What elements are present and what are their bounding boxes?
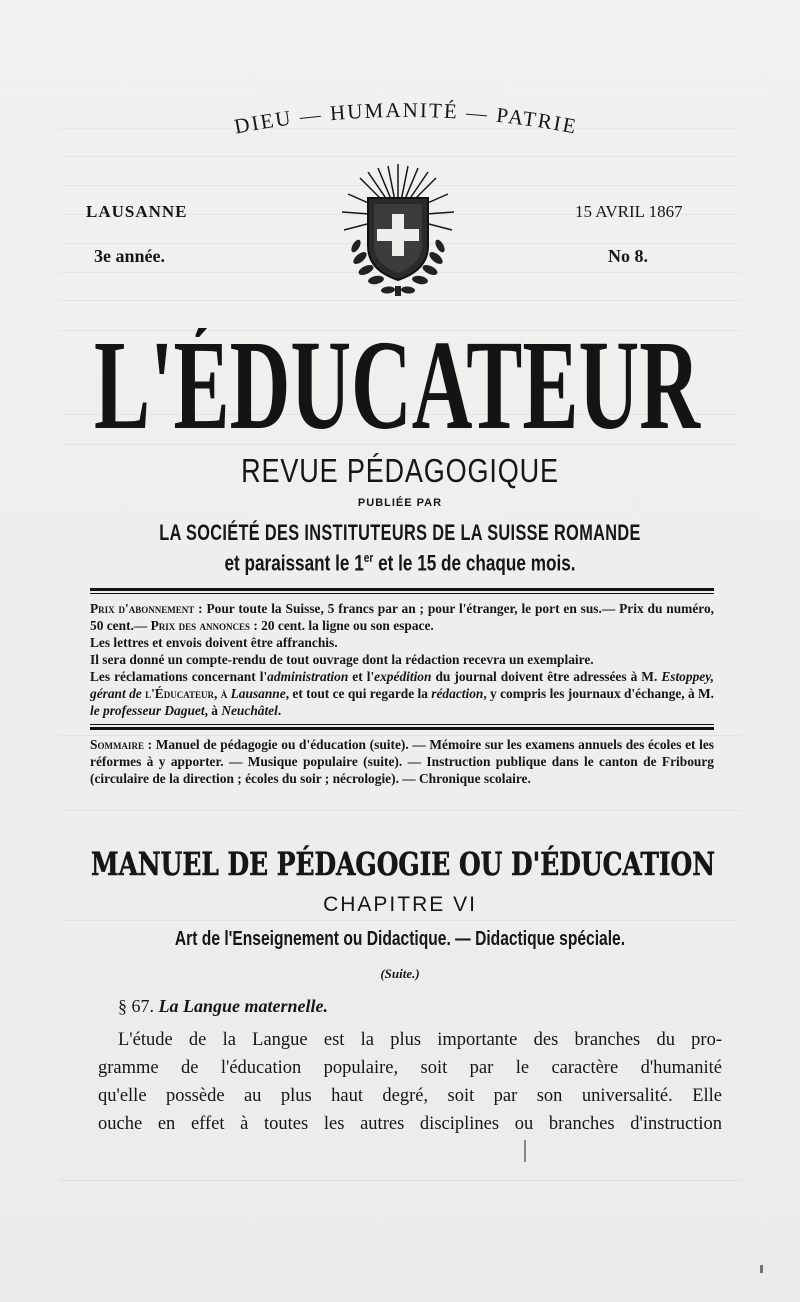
claims-text-k: , y compris les journaux d'échange, à M. bbox=[483, 686, 715, 701]
ads-price-text: 20 cent. la ligne ou son espace. bbox=[257, 618, 434, 633]
claims-text-j: rédaction bbox=[431, 686, 484, 701]
claims-text-l: le professeur Daguet bbox=[90, 703, 205, 718]
publication-location: LAUSANNE bbox=[86, 202, 188, 221]
subscription-price-text: Pour toute la Suisse, 5 francs par an ; pour l'étranger, le port en sus.— Prix du numéro, 50 cent.— bbox=[90, 601, 715, 633]
claims-text-g: l'Éducateur, à bbox=[141, 686, 231, 701]
swiss-cross-emblem bbox=[338, 158, 458, 308]
claims-text-o: . bbox=[277, 703, 282, 718]
publication-frequency bbox=[88, 550, 712, 576]
frequency-sup: er bbox=[363, 550, 374, 565]
claims-text-f: Estoppey, gérant de bbox=[90, 669, 714, 701]
claims-text-d: expédition bbox=[374, 669, 432, 684]
subscription-label: Prix d'abonnement : bbox=[90, 601, 203, 616]
body-line: L'étude de la Langue est la plus importante des branches du pro- bbox=[118, 1030, 722, 1050]
ads-label: Prix des annonces : bbox=[150, 618, 258, 633]
society-name: LA SOCIÉTÉ DES INSTITUTEURS DE LA SUISSE ROMANDE bbox=[159, 520, 641, 545]
summary-text bbox=[90, 736, 714, 787]
issue-number: No 8. bbox=[608, 246, 648, 266]
divider-rule-thin bbox=[90, 593, 714, 594]
divider-rule-2 bbox=[90, 727, 714, 730]
chapter-title: Art de l'Enseignement ou Didactique. — Didactique spéciale. bbox=[174, 928, 626, 950]
body-line: gramme de l'éducation populaire, soit par le caractère d'humanité bbox=[98, 1058, 722, 1078]
postage-note: Les lettres et envois doivent être affranchis. bbox=[90, 635, 338, 650]
article-heading-text: MANUEL DE PÉDAGOGIE OU D'ÉDUCATION bbox=[91, 845, 715, 882]
summary-label: Sommaire : bbox=[90, 737, 153, 752]
claims-note bbox=[90, 668, 714, 719]
claims-text-c: et l' bbox=[348, 669, 375, 684]
summary-block bbox=[90, 736, 714, 787]
continued-label: (Suite.) bbox=[380, 966, 420, 981]
frequency-pre: et paraissant le 1 bbox=[224, 550, 364, 576]
frequency-post: et le 15 de chaque mois. bbox=[373, 550, 576, 576]
motto-arc bbox=[0, 98, 800, 158]
published-by-label: PUBLIÉE PAR bbox=[357, 497, 443, 509]
section-title: La Langue maternelle. bbox=[158, 996, 328, 1016]
article-heading bbox=[90, 842, 716, 882]
divider-rule-thin-2 bbox=[90, 724, 714, 725]
claims-text-m: , à bbox=[204, 703, 222, 718]
claims-text-h: Lausanne bbox=[230, 686, 286, 701]
claims-text-n: Neuchâtel bbox=[221, 703, 278, 718]
masthead-subtitle: REVUE PÉDAGOGIQUE bbox=[241, 452, 559, 489]
claims-text-e: du journal doivent être adressées à M. bbox=[431, 669, 662, 684]
body-line: ouche en effet à toutes les autres disciplines ou branches d'instruction bbox=[98, 1114, 722, 1134]
section-heading bbox=[118, 996, 328, 1017]
chapter-number: CHAPITRE VI bbox=[323, 893, 477, 916]
review-note: Il sera donné un compte-rendu de tout ouvrage dont la rédaction recevra un exemplaire. bbox=[90, 652, 594, 667]
subscription-prices bbox=[90, 600, 714, 634]
claims-text-b: administration bbox=[267, 669, 349, 684]
body-line: qu'elle possède au plus haut degré, soit par son universalité. Elle bbox=[98, 1086, 722, 1106]
publication-date: 15 AVRIL 1867 bbox=[575, 202, 683, 221]
article-body bbox=[98, 1026, 722, 1138]
stray-mark bbox=[760, 1265, 763, 1273]
claims-text-i: , et tout ce qui regarde la bbox=[285, 686, 432, 701]
divider-rule bbox=[90, 588, 714, 591]
section-number: § 67. bbox=[118, 996, 154, 1016]
motto-text: DIEU — HUMANITÉ — PATRIE bbox=[232, 98, 580, 139]
masthead-title bbox=[92, 328, 702, 438]
subscription-notice bbox=[90, 600, 714, 719]
stray-mark bbox=[524, 1140, 526, 1162]
summary-contents: Manuel de pédagogie ou d'éducation (suite). — Mémoire sur les examens annuels des écoles et les réformes à y apporter. — Musique populaire (suite). — Instruction publique dans le canton de Fribourg (circulaire de la direction ; écoles du soir ; nécrologie). — Chronique scolaire. bbox=[90, 737, 715, 786]
volume-year: 3e année. bbox=[94, 246, 165, 266]
masthead-title-text: L'ÉDUCATEUR bbox=[94, 328, 702, 438]
claims-text-a: Les réclamations concernant l' bbox=[90, 669, 268, 684]
